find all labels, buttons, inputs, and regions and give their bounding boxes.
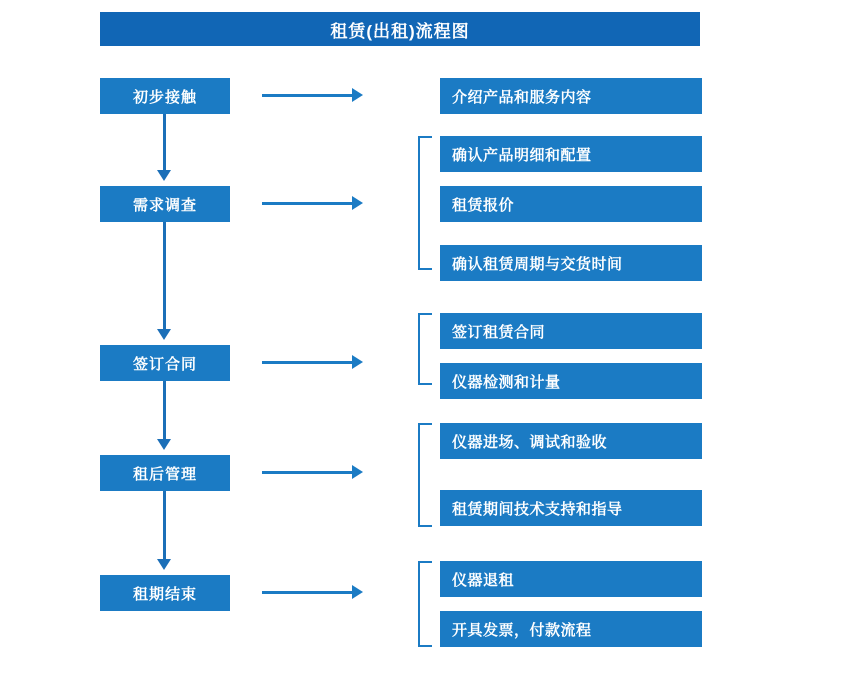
horizontal-connector-2 [262,202,352,205]
horizontal-arrow-1 [352,88,363,102]
vertical-arrow-1-2 [157,170,171,181]
horizontal-arrow-3 [352,355,363,369]
horizontal-connector-1 [262,94,352,97]
group-bracket-4 [418,423,432,527]
vertical-connector-4-5 [163,491,166,559]
stage-box-3[interactable]: 签订合同 [100,345,230,381]
detail-box-7[interactable]: 仪器进场、调试和验收 [440,423,702,459]
vertical-connector-2-3 [163,222,166,329]
group-bracket-5 [418,561,432,647]
horizontal-arrow-4 [352,465,363,479]
vertical-connector-3-4 [163,381,166,439]
detail-box-5[interactable]: 签订租赁合同 [440,313,702,349]
horizontal-connector-4 [262,471,352,474]
detail-box-2[interactable]: 确认产品明细和配置 [440,136,702,172]
vertical-connector-1-2 [163,114,166,170]
stage-box-2[interactable]: 需求调查 [100,186,230,222]
horizontal-arrow-5 [352,585,363,599]
vertical-arrow-4-5 [157,559,171,570]
detail-box-1[interactable]: 介绍产品和服务内容 [440,78,702,114]
horizontal-arrow-2 [352,196,363,210]
horizontal-connector-5 [262,591,352,594]
stage-box-5[interactable]: 租期结束 [100,575,230,611]
horizontal-connector-3 [262,361,352,364]
detail-box-3[interactable]: 租赁报价 [440,186,702,222]
stage-box-4[interactable]: 租后管理 [100,455,230,491]
group-bracket-3 [418,313,432,385]
group-bracket-2 [418,136,432,270]
detail-box-6[interactable]: 仪器检测和计量 [440,363,702,399]
detail-box-9[interactable]: 仪器退租 [440,561,702,597]
vertical-arrow-3-4 [157,439,171,450]
vertical-arrow-2-3 [157,329,171,340]
detail-box-10[interactable]: 开具发票，付款流程 [440,611,702,647]
detail-box-4[interactable]: 确认租赁周期与交货时间 [440,245,702,281]
detail-box-8[interactable]: 租赁期间技术支持和指导 [440,490,702,526]
stage-box-1[interactable]: 初步接触 [100,78,230,114]
chart-title: 租赁(出租)流程图 [100,12,700,46]
